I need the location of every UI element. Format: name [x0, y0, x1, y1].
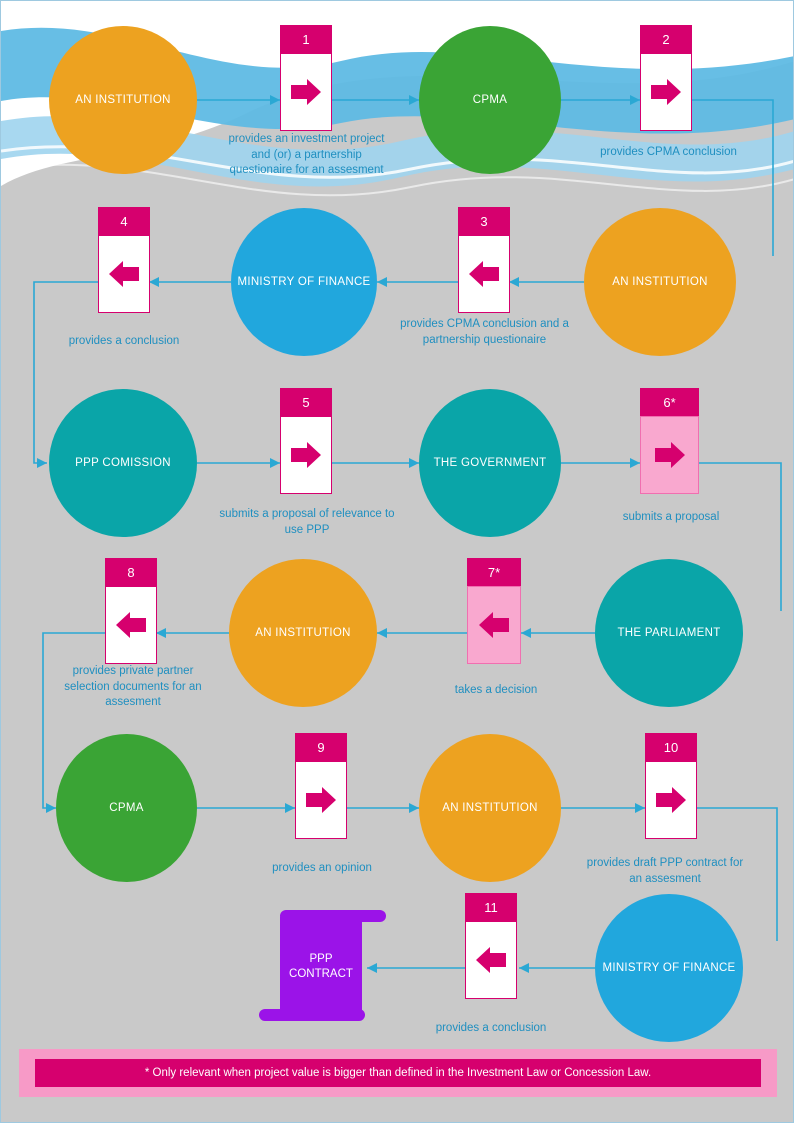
step-caption-10	[584, 856, 746, 887]
step-caption-9	[233, 861, 411, 877]
arrow-left-icon	[467, 259, 501, 289]
step-caption-3	[397, 317, 572, 348]
node-label: THE PARLIAMENT	[617, 626, 721, 639]
node-ministry-of-finance-2[interactable]	[595, 894, 743, 1042]
step-number: 11	[484, 899, 498, 915]
node-an-institution-4[interactable]	[419, 734, 561, 882]
step-caption-1	[219, 132, 394, 179]
step-caption-2	[596, 145, 741, 161]
arrow-right-icon	[289, 77, 323, 107]
caption-text: provides CPMA conclusion and a partnership questionaire	[400, 318, 569, 346]
arrow-right-icon	[649, 77, 683, 107]
step-number: 4	[120, 213, 128, 229]
node-label: PPP COMISSION	[75, 456, 171, 469]
arrow-left-icon	[107, 259, 141, 289]
step-caption-4	[44, 334, 204, 350]
node-label: CPMA	[109, 801, 144, 814]
node-label: AN INSTITUTION	[75, 93, 171, 106]
node-label: THE GOVERNMENT	[433, 456, 547, 469]
footnote-text-box	[35, 1059, 761, 1087]
node-label: MINISTRY OF FINANCE	[237, 275, 371, 288]
node-the-government[interactable]	[419, 389, 561, 537]
caption-text: provides an opinion	[272, 862, 372, 874]
arrow-left-icon	[474, 945, 508, 975]
step-card-7[interactable]	[467, 586, 521, 664]
step-number: 5	[302, 394, 310, 410]
caption-text: provides draft PPP contract for an assesment	[586, 857, 744, 885]
step-number: 2	[662, 31, 670, 47]
step-card-8[interactable]	[105, 586, 157, 664]
step-card-9[interactable]	[295, 761, 347, 839]
footnote-banner	[19, 1049, 777, 1097]
step-number: 6*	[663, 394, 676, 410]
caption-text: submits a proposal of relevance to use PPP	[219, 508, 395, 536]
step-number: 3	[480, 213, 488, 229]
node-label: MINISTRY OF FINANCE	[602, 961, 736, 974]
step-number: 1	[302, 31, 310, 47]
node-ppp-comission[interactable]	[49, 389, 197, 537]
step-caption-7	[416, 683, 576, 699]
node-label: AN INSTITUTION	[442, 801, 538, 814]
step-number: 9	[317, 739, 325, 755]
node-label: PPP CONTRACT	[289, 953, 353, 980]
step-caption-8	[49, 664, 217, 711]
step-badge-6	[640, 388, 699, 416]
step-badge-8	[105, 558, 157, 586]
step-card-5[interactable]	[280, 416, 332, 494]
node-an-institution-3[interactable]	[229, 559, 377, 707]
step-badge-5	[280, 388, 332, 416]
caption-text: provides a conclusion	[68, 335, 180, 347]
arrow-right-icon	[304, 785, 338, 815]
caption-text: provides an investment project and (or) a partnership questionaire for an assesment	[228, 133, 385, 177]
arrow-left-icon	[477, 610, 511, 640]
step-caption-11	[401, 1021, 581, 1037]
node-an-institution-2[interactable]	[584, 208, 736, 356]
caption-text: provides private partner selection documents for an assesment	[64, 665, 202, 709]
step-number: 8	[127, 564, 135, 580]
step-card-1[interactable]	[280, 53, 332, 131]
node-the-parliament[interactable]	[595, 559, 743, 707]
step-card-10[interactable]	[645, 761, 697, 839]
arrow-right-icon	[653, 440, 687, 470]
caption-text: provides a conclusion	[435, 1022, 547, 1034]
step-card-11[interactable]	[465, 921, 517, 999]
caption-text: takes a decision	[454, 684, 538, 696]
arrow-right-icon	[654, 785, 688, 815]
caption-text: provides CPMA conclusion	[600, 146, 737, 158]
step-card-2[interactable]	[640, 53, 692, 131]
step-badge-7	[467, 558, 521, 586]
step-badge-4	[98, 207, 150, 235]
node-ministry-of-finance-1[interactable]	[231, 208, 377, 356]
step-card-3[interactable]	[458, 235, 510, 313]
step-caption-6	[596, 510, 746, 526]
step-badge-1	[280, 25, 332, 53]
node-label: CPMA	[472, 93, 508, 106]
footnote-text: * Only relevant when project value is bigger than defined in the Investment Law or Concession Law.	[144, 1067, 652, 1079]
step-caption-5	[217, 507, 397, 538]
node-label: AN INSTITUTION	[255, 626, 351, 639]
arrow-right-icon	[289, 440, 323, 470]
node-label: AN INSTITUTION	[612, 275, 708, 288]
caption-text: submits a proposal	[622, 511, 720, 523]
node-an-institution-1[interactable]	[49, 26, 197, 174]
step-number: 7*	[487, 564, 501, 580]
step-badge-10	[645, 733, 697, 761]
node-cpma-2[interactable]	[56, 734, 197, 882]
step-number: 10	[663, 739, 679, 755]
step-card-6[interactable]	[640, 416, 699, 494]
step-card-4[interactable]	[98, 235, 150, 313]
node-ppp-contract[interactable]	[280, 917, 362, 1017]
node-cpma-1[interactable]	[419, 26, 561, 174]
step-badge-11	[465, 893, 517, 921]
step-badge-9	[295, 733, 347, 761]
contract-scroll-bottom	[259, 1009, 365, 1021]
step-badge-2	[640, 25, 692, 53]
step-badge-3	[458, 207, 510, 235]
arrow-left-icon	[114, 610, 148, 640]
